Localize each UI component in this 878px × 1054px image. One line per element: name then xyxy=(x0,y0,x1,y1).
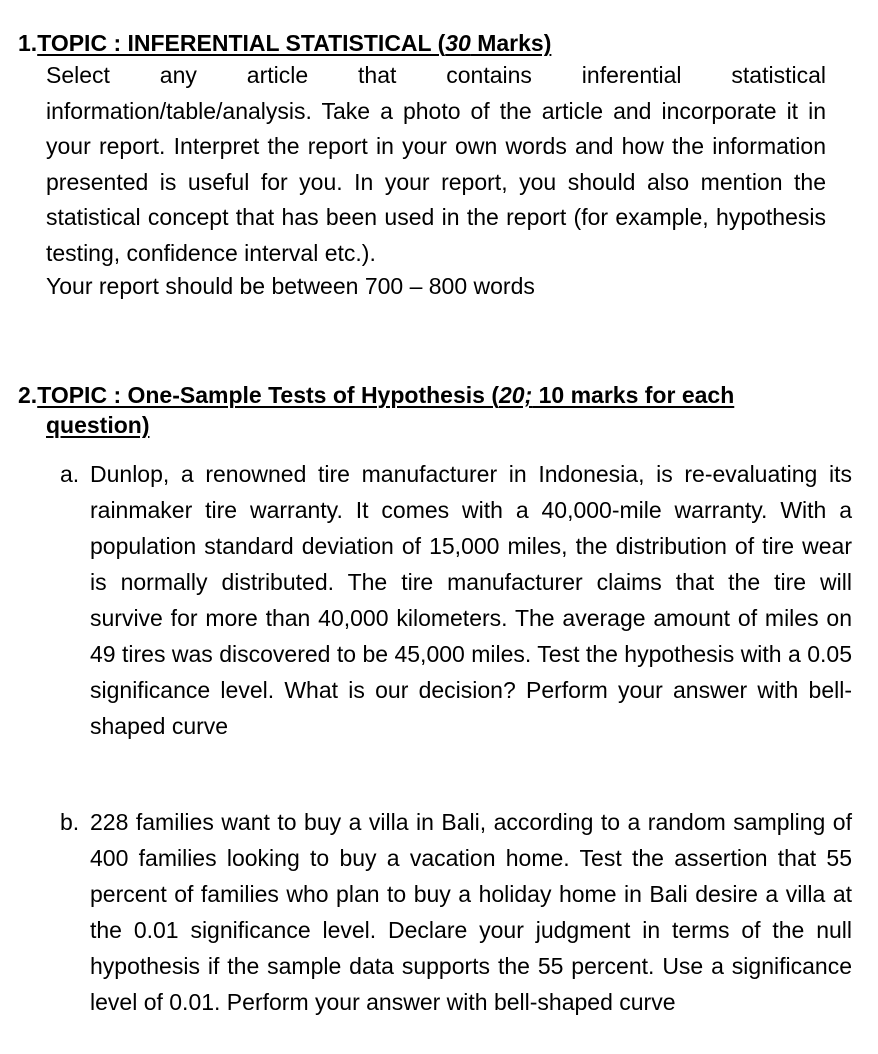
question-1-word-limit: Your report should be between 700 – 800 words xyxy=(46,273,535,299)
question-1-heading: TOPIC : INFERENTIAL STATISTICAL (30 Marks) xyxy=(37,30,552,56)
question-1-title xyxy=(18,28,551,58)
question-2-heading: TOPIC : One-Sample Tests of Hypothesis ( 20; 10 marks for each xyxy=(37,382,735,408)
question-2-title xyxy=(18,380,860,440)
question-2-title-line-2: question) xyxy=(46,412,150,438)
part-b-text: 228 families want to buy a villa in Bali, according to a random sampling of 400 families looking to buy a vacation home. Test the assertion that 55 percent of families who plan to buy a holiday home in Bali desire a villa at the 0.01 significance level. Declare your judgment in terms of the null hypothesis if the sample data supports the 55 percent. Use a significance level of 0.01. Perform your answer with bell-shaped curve xyxy=(90,809,852,1015)
question-2-part-b xyxy=(60,804,852,1020)
question-1-number: 1. xyxy=(18,30,38,56)
question-2-marks-number: 20; xyxy=(498,382,533,408)
question-1-instructions: Select any article that contains inferential statistical information/table/analysis. Take a photo of the article and incorporate it in your report. Interpret the report in your own words and how the information presented is useful for you. In your report, you should also mention the statistical concept that has been used in the report (for example, hypothesis testing, confidence interval etc.). xyxy=(46,62,826,266)
question-1-marks-number: 30 xyxy=(445,30,471,56)
part-a-text: Dunlop, a renowned tire manufacturer in Indonesia, is re-evaluating its rainmaker tire warranty. It comes with a 40,000-mile warranty. With a population standard deviation of 15,000 miles, the distribution of tire wear is normally distributed. The tire manufacturer claims that the tire will survive for more than 40,000 kilometers. The average amount of miles on 49 tires was discovered to be 45,000 miles. Test the hypothesis with a 0.05 significance level. What is our decision? Perform your answer with bell-shaped curve xyxy=(90,461,852,739)
question-2-part-a xyxy=(60,456,852,744)
question-1-body xyxy=(46,58,826,301)
question-2-title-line-1 xyxy=(18,380,860,410)
part-a-letter: a. xyxy=(60,461,80,487)
part-b-letter: b. xyxy=(60,809,80,835)
question-2-number: 2. xyxy=(18,382,38,408)
